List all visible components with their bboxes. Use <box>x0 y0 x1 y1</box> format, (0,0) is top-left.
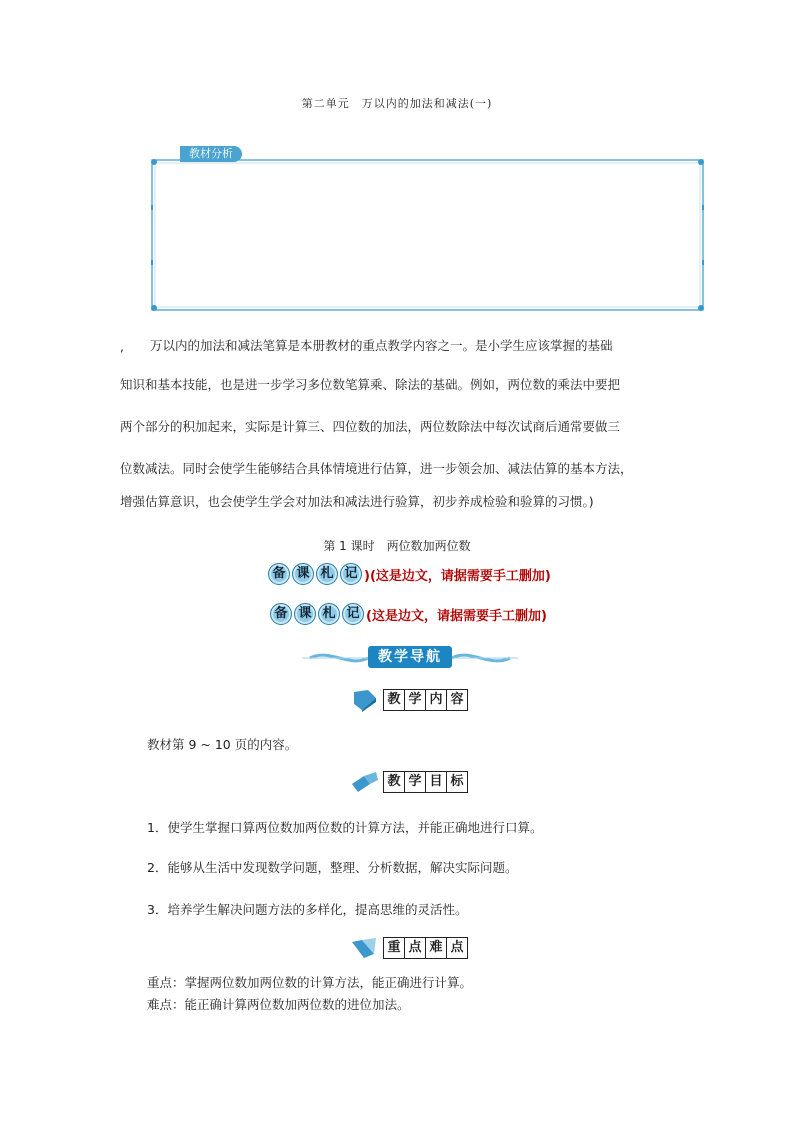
analysis-frame <box>150 155 705 315</box>
badge-char: 记 <box>342 603 364 625</box>
lesson-title: 第 1 课时 两位数加两位数 <box>323 539 471 553</box>
heading-char: 点 <box>446 937 468 959</box>
intro-line-5: 增强估算意识，也会使学生学会对加法和减法进行验算，初步养成检验和验算的习惯。) <box>120 494 594 509</box>
analysis-tab: 教材分析 <box>180 146 242 162</box>
goals-heading-text <box>384 771 468 793</box>
frame-border <box>150 155 705 315</box>
goal-item-2: 2．能够从生活中发现数学问题，整理、分析数据，解决实际问题。 <box>147 860 518 875</box>
content-section-heading <box>350 688 468 712</box>
badge-char: 课 <box>294 603 316 625</box>
badge-char: 记 <box>340 563 362 585</box>
prep-notes-badge <box>270 603 364 625</box>
intro-line-1: 万以内的加法和减法笔算是本册教材的重点教学内容之一。是小学生应该掌握的基础 <box>150 338 613 353</box>
intro-line-2: 知识和基本技能，也是进一步学习多位数笔算乘、除法的基础。例如，两位数的乘法中要把 <box>120 377 621 392</box>
key-point-line: 重点：掌握两位数加两位数的计算方法，能正确进行计算。 <box>147 975 473 990</box>
heading-char: 教 <box>383 771 405 793</box>
badge-char: 备 <box>270 603 292 625</box>
heading-char: 点 <box>404 937 426 959</box>
margin-note: (这是边文，请据需要手工删加) <box>366 608 547 624</box>
heading-char: 标 <box>446 771 468 793</box>
key-points-heading-text <box>384 937 468 959</box>
goal-item-1: 1．使学生掌握口算两位数加两位数的计算方法，并能正确地进行口算。 <box>147 820 543 835</box>
difficulty-line: 难点：能正确计算两位数加两位数的进位加法。 <box>147 997 410 1012</box>
intro-line-4: 位数减法。同时会使学生能够结合具体情境进行估算，进一步领会加、减法估算的基本方法， <box>120 461 633 476</box>
prep-notes-row-2 <box>270 603 547 625</box>
goal-item-3: 3．培养学生解决问题方法的多样化，提高思维的灵活性。 <box>147 902 468 917</box>
heading-char: 学 <box>404 771 426 793</box>
teaching-nav-title: 教学导航 <box>368 646 452 668</box>
intro-line-3: 两个部分的积加起来，实际是计算三、四位数的加法，两位数除法中每次试商后通常要做三 <box>120 419 621 434</box>
heading-char: 容 <box>446 689 468 711</box>
heading-char: 重 <box>383 937 405 959</box>
heading-char: 教 <box>383 689 405 711</box>
heading-char: 内 <box>425 689 447 711</box>
heading-char: 难 <box>425 937 447 959</box>
heading-char: 目 <box>425 771 447 793</box>
badge-char: 备 <box>268 563 290 585</box>
badge-char: 札 <box>316 563 338 585</box>
key-points-section-heading <box>350 936 468 960</box>
target-icon <box>350 770 380 794</box>
margin-note: )(这是边文，请据需要手工删加) <box>364 568 551 584</box>
chapter-title: 第二单元 万以内的加法和减法(一) <box>301 97 493 110</box>
intro-mark: , <box>120 340 124 354</box>
book-icon <box>350 688 380 712</box>
goals-section-heading <box>350 770 468 794</box>
prep-notes-row-1 <box>268 563 551 585</box>
badge-char: 课 <box>292 563 314 585</box>
content-heading-text <box>384 689 468 711</box>
heading-char: 学 <box>404 689 426 711</box>
content-text: 教材第 9 ~ 10 页的内容。 <box>147 737 298 752</box>
key-icon <box>350 936 380 960</box>
prep-notes-badge <box>268 563 362 585</box>
badge-char: 札 <box>318 603 340 625</box>
